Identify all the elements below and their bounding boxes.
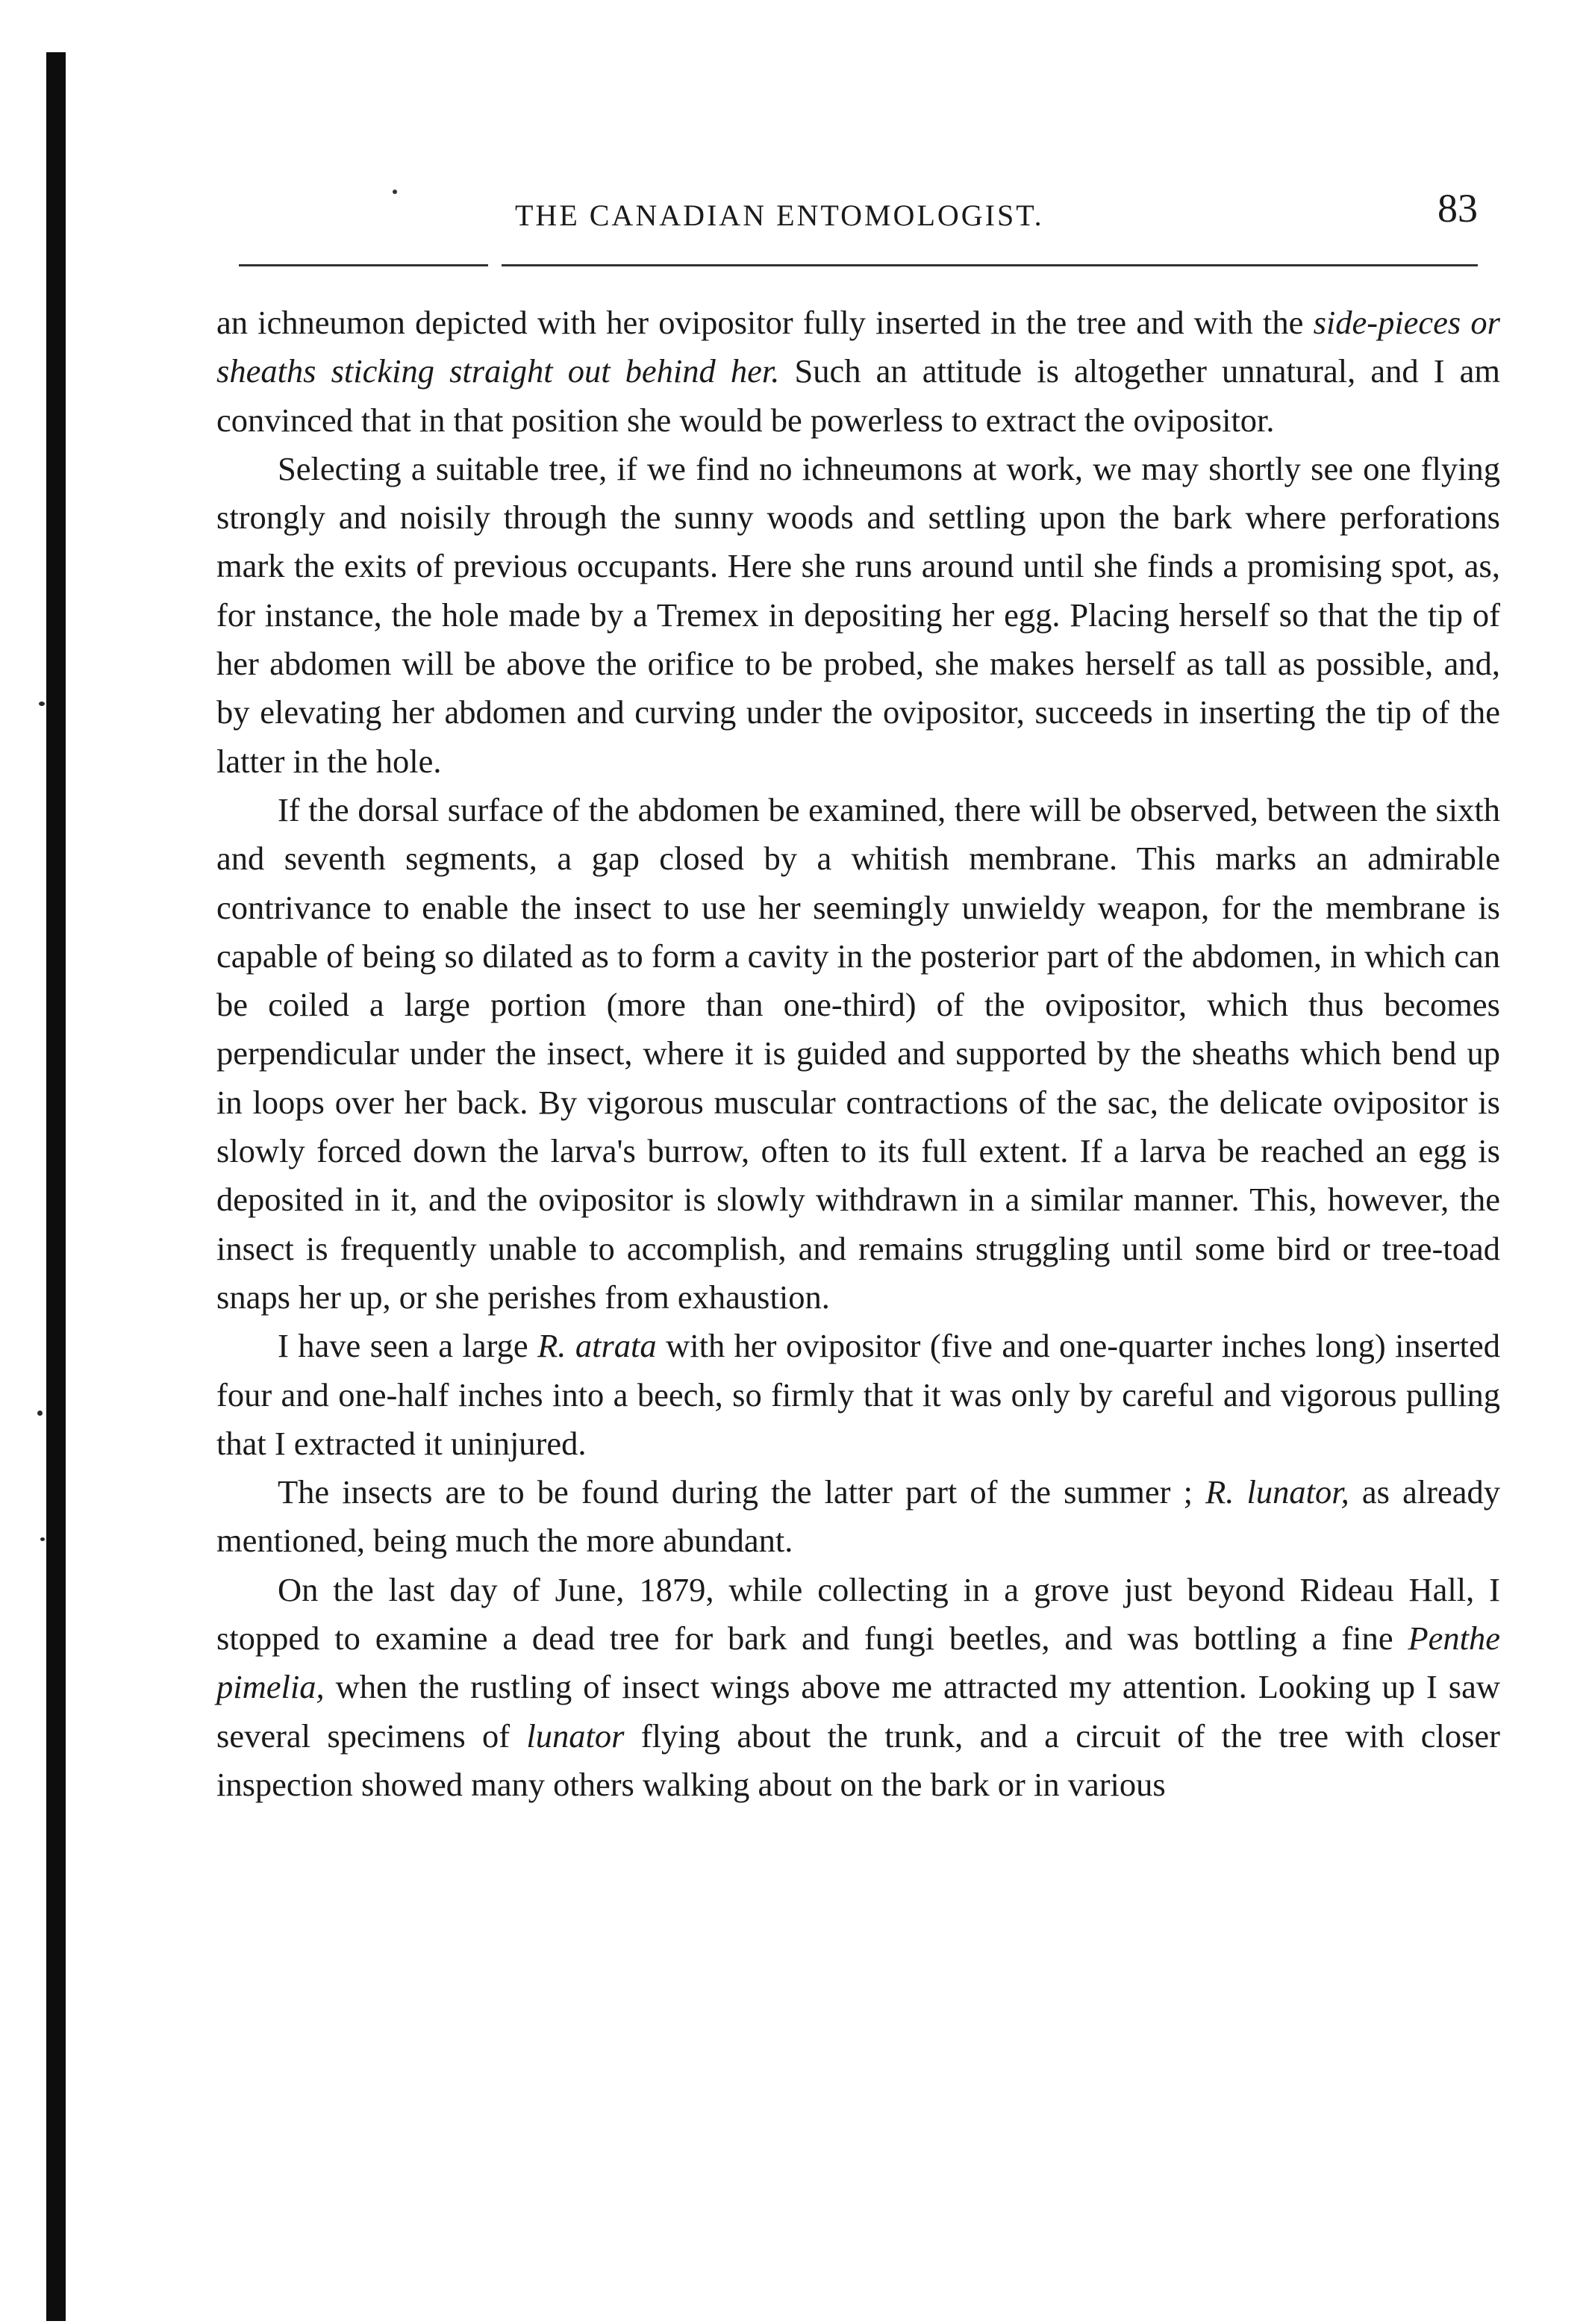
text-run: with her ovipositor (five and one-quarter inches long) inserted four and one-half inches into a beech, so firmly that it was only by careful and vigorous pulling that I extracted it uninjured. [216, 1327, 1500, 1462]
paragraph [216, 1468, 1500, 1566]
text-run: Selecting a suitable tree, if we find no ichneumons at work, we may shortly see one flying strongly and noisily through the sunny woods and settling upon the bark where perforations mark the exits of previous occupants. Here she runs around until she finds a promising spot, as, for instance, the hole made by a Tremex in depositing her egg. Placing herself so that the tip of her abdomen will be above the orifice to be probed, she makes herself as tall as possible, and, by elevating her abdomen and curving under the ovipositor, succeeds in inserting the tip of the latter in the hole. [216, 449, 1500, 780]
header-rule [239, 264, 1478, 266]
scan-speck [39, 702, 45, 706]
paragraph [216, 299, 1500, 445]
text-run: Such an attitude is altogether unnatural, and I am convinced that in that position she would be powerless to extract the ovipositor. [216, 352, 1500, 439]
text-run: flying about the trunk, and a circuit of the tree with closer inspection showed many others walking about on the bark or in various [216, 1717, 1500, 1803]
scan-speck [37, 1411, 43, 1416]
italic-run: lunator [526, 1717, 625, 1755]
paragraph [216, 1566, 1500, 1809]
paragraph [216, 445, 1500, 786]
italic-run: R. lunator, [1205, 1473, 1349, 1511]
paragraph [216, 786, 1500, 1322]
document-page [216, 172, 1500, 1803]
italic-run: Penthe pimelia, [216, 1619, 1500, 1706]
paragraph [216, 1322, 1500, 1468]
header-dot [393, 190, 397, 194]
text-run: On the last day of June, 1879, while collecting in a grove just beyond Rideau Hall, I stopped to examine a dead tree for bark and fungi beetles, and was bottling a fine [216, 1570, 1500, 1658]
text-run: when the rustling of insect wings above me attracted my attention. Looking up I saw several specimens of [216, 1668, 1500, 1755]
italic-run: side-pieces or sheaths sticking straight out behind her. [216, 304, 1500, 390]
text-run: The insects are to be found during the latter part of the summer ; [278, 1473, 1206, 1511]
italic-run: R. atrata [537, 1327, 657, 1365]
text-run: If the dorsal surface of the abdomen be examined, there will be observed, between the sixth and seventh segments, a gap closed by a whitish membrane. This marks an admirable contrivance to enable the insect to use her seemingly unwieldy weapon, for the membrane is capable of being so dilated as to form a cavity in the posterior part of the abdomen, in which can be coiled a large portion (more than one-third) of the ovipositor, which thus becomes perpendicular under the insect, where it is guided and supported by the sheaths which bend up in loops over her back. By vigorous muscular contractions of the sac, the delicate ovipositor is slowly forced down the larva's burrow, often to its full extent. If a larva be reached an egg is deposited in it, and the ovipositor is slowly withdrawn in a similar manner. This, however, the insect is frequently unable to accomplish, and remains struggling until some bird or tree-toad snaps her up, or she perishes from exhaustion. [216, 790, 1500, 1316]
body-text [216, 299, 1500, 1809]
text-run: I have seen a large [278, 1327, 538, 1365]
text-run: an ichneumon depicted with her ovipositor fully inserted in the tree and with the [216, 304, 1314, 341]
page-binding-edge [46, 52, 66, 2321]
page-number: 83 [1437, 186, 1478, 231]
running-title: THE CANADIAN ENTOMOLOGIST. [515, 199, 1044, 232]
text-run: as already mentioned, being much the more abundant. [216, 1473, 1500, 1560]
scan-speck [40, 1537, 45, 1541]
page-header [216, 172, 1500, 261]
header-rule-gap [488, 263, 502, 268]
